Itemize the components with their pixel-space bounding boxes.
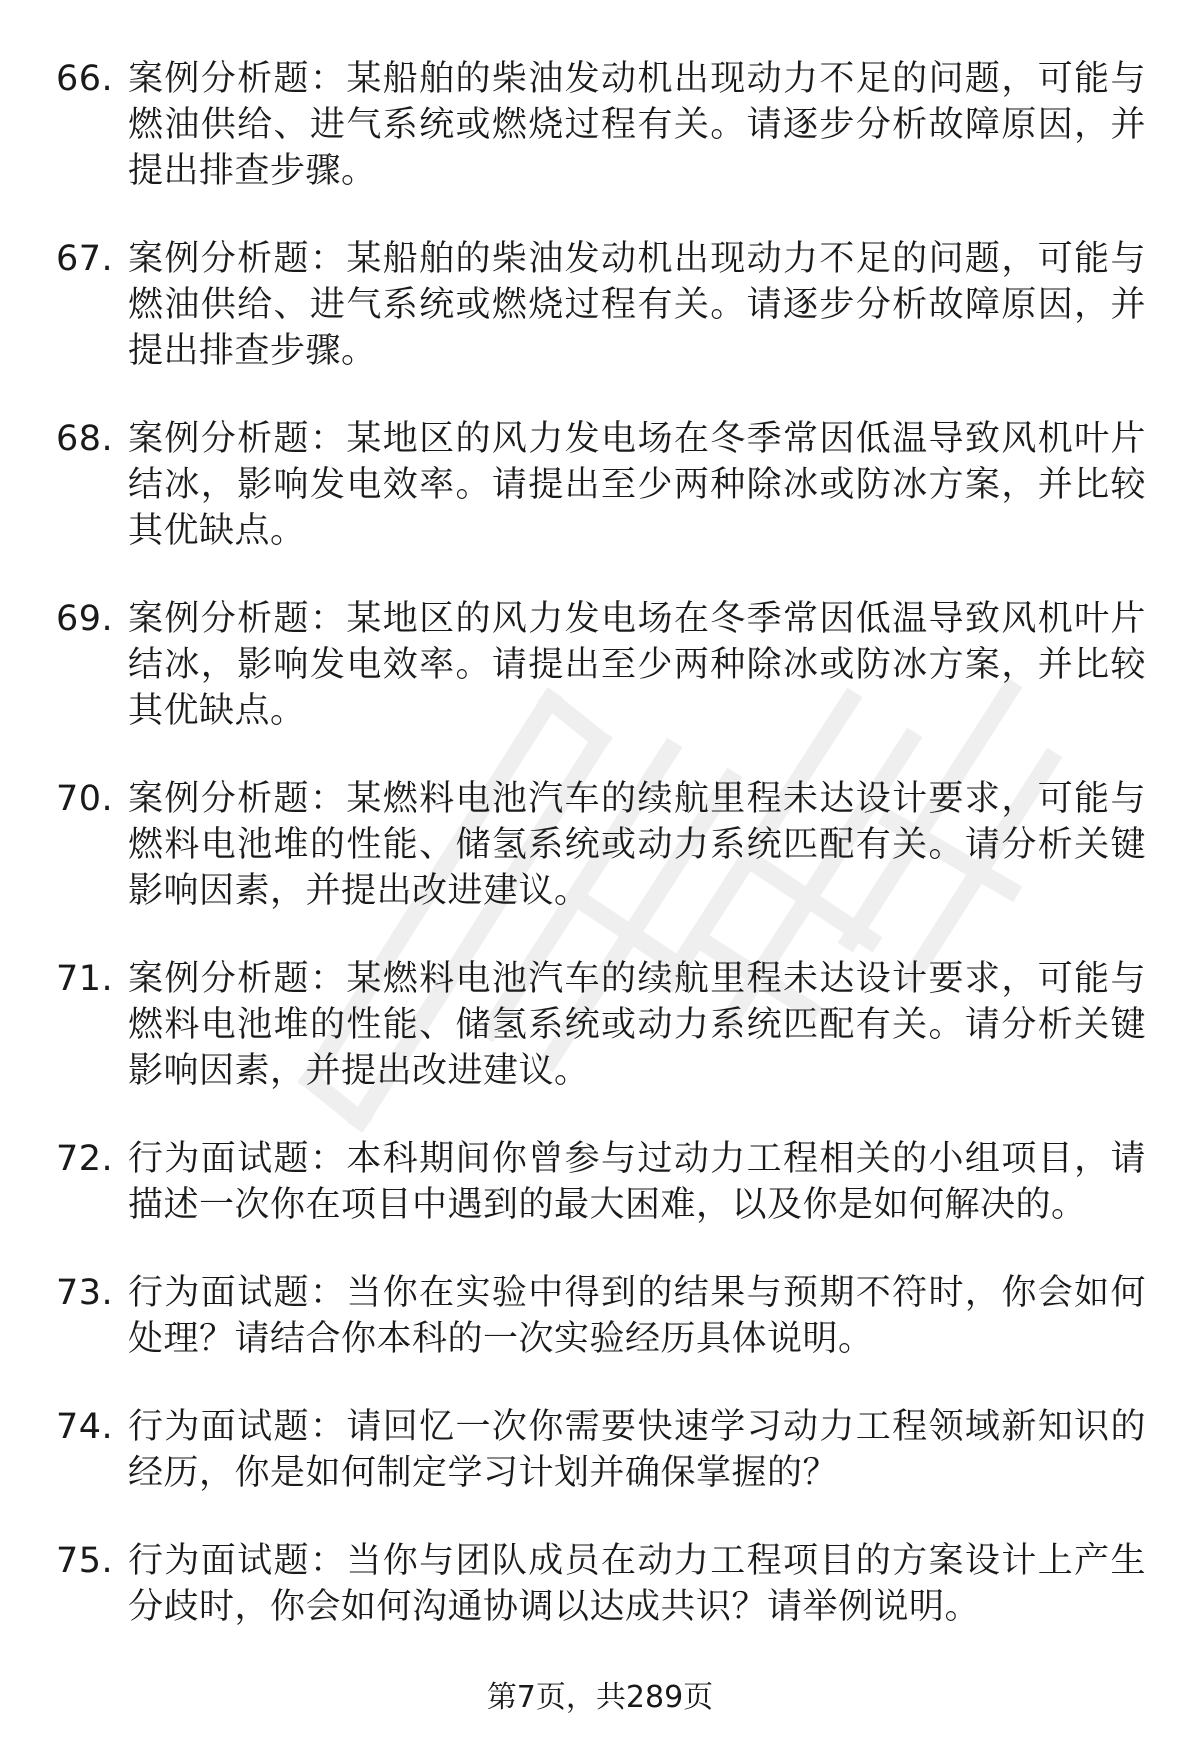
question-text: 案例分析题：某燃料电池汽车的续航里程未达设计要求，可能与燃料电池堆的性能、储氢系统或动力系统匹配有关。请分析关键影响因素，并提出改进建议。 [128, 779, 1146, 911]
page-footer [0, 1678, 1200, 1718]
question-item [56, 1270, 1146, 1362]
question-number: 69. [56, 599, 114, 639]
question-text: 行为面试题：请回忆一次你需要快速学习动力工程领域新知识的经历，你是如何制定学习计划并确保掌握的？ [128, 1407, 1146, 1493]
question-item [56, 1404, 1146, 1496]
question-number: 71. [56, 959, 114, 999]
question-number: 67. [56, 239, 114, 279]
question-text: 行为面试题：当你与团队成员在动力工程项目的方案设计上产生分歧时，你会如何沟通协调以达成共识？请举例说明。 [128, 1541, 1146, 1627]
question-text: 案例分析题：某地区的风力发电场在冬季常因低温导致风机叶片结冰，影响发电效率。请提出至少两种除冰或防冰方案，并比较其优缺点。 [128, 419, 1146, 551]
question-number: 66. [56, 59, 114, 99]
question-number: 75. [56, 1541, 114, 1581]
question-text: 行为面试题：本科期间你曾参与过动力工程相关的小组项目，请描述一次你在项目中遇到的最大困难，以及你是如何解决的。 [128, 1139, 1146, 1225]
question-list [56, 56, 1146, 1672]
question-item [56, 56, 1146, 194]
question-number: 74. [56, 1407, 114, 1447]
page-number-label: 第7页，共289页 [486, 1680, 714, 1715]
question-item [56, 776, 1146, 914]
question-number: 73. [56, 1273, 114, 1313]
question-item [56, 596, 1146, 734]
question-text: 案例分析题：某地区的风力发电场在冬季常因低温导致风机叶片结冰，影响发电效率。请提出至少两种除冰或防冰方案，并比较其优缺点。 [128, 599, 1146, 731]
question-item [56, 956, 1146, 1094]
question-number: 70. [56, 779, 114, 819]
question-item [56, 416, 1146, 554]
question-item [56, 1538, 1146, 1630]
question-text: 案例分析题：某船舶的柴油发动机出现动力不足的问题，可能与燃油供给、进气系统或燃烧过程有关。请逐步分析故障原因，并提出排查步骤。 [128, 239, 1146, 371]
question-text: 行为面试题：当你在实验中得到的结果与预期不符时，你会如何处理？请结合你本科的一次实验经历具体说明。 [128, 1273, 1146, 1359]
question-item [56, 1136, 1146, 1228]
question-text: 案例分析题：某船舶的柴油发动机出现动力不足的问题，可能与燃油供给、进气系统或燃烧过程有关。请逐步分析故障原因，并提出排查步骤。 [128, 59, 1146, 191]
question-number: 72. [56, 1139, 114, 1179]
question-item [56, 236, 1146, 374]
question-text: 案例分析题：某燃料电池汽车的续航里程未达设计要求，可能与燃料电池堆的性能、储氢系统或动力系统匹配有关。请分析关键影响因素，并提出改进建议。 [128, 959, 1146, 1091]
question-number: 68. [56, 419, 114, 459]
